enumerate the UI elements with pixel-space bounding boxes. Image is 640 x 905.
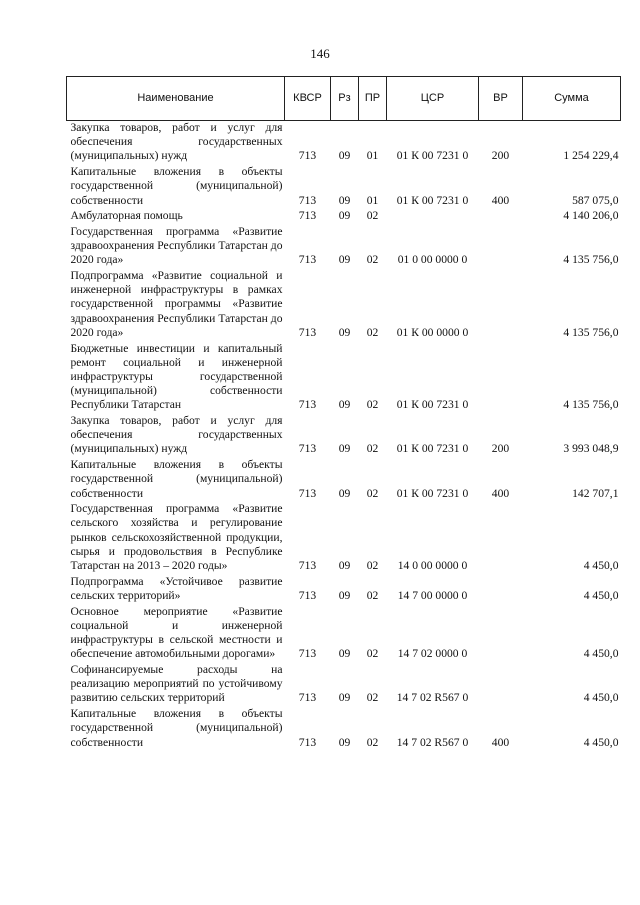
cell-sum: 4 135 756,0 <box>563 253 619 267</box>
table-row <box>67 605 621 663</box>
cell-name: Капитальные вложения в объекты государственной (муниципальной) собственности <box>70 165 283 207</box>
table-body <box>67 121 621 752</box>
cell-rz: 09 <box>338 325 351 339</box>
cell-sum: 4 450,0 <box>583 647 619 661</box>
cell-csr: 14 7 02 R567 0 <box>396 735 469 749</box>
table-row <box>67 342 621 415</box>
cell-kvsr: 713 <box>298 209 317 223</box>
table-row <box>67 121 621 166</box>
cell-sum: 4 135 756,0 <box>563 398 619 412</box>
cell-pr: 01 <box>366 193 379 207</box>
cell-kvsr: 713 <box>298 398 317 412</box>
table-row <box>67 502 621 575</box>
table-header <box>67 77 621 121</box>
cell-pr: 02 <box>366 735 379 749</box>
table-row <box>67 225 621 269</box>
header-vr: ВР <box>479 77 523 121</box>
cell-name: Закупка товаров, работ и услуг для обеспечения государственных (муниципальных) нужд <box>70 121 283 163</box>
cell-pr: 02 <box>366 589 379 602</box>
cell-csr: 01 К 00 7231 0 <box>396 442 469 456</box>
cell-vr <box>479 502 523 575</box>
cell-sum: 4 450,0 <box>583 735 619 749</box>
cell-rz: 09 <box>338 209 351 223</box>
cell-vr: 400 <box>491 735 510 749</box>
cell-pr: 02 <box>366 398 379 412</box>
cell-csr: 01 К 00 7231 0 <box>396 149 469 163</box>
cell-csr: 01 К 00 7231 0 <box>396 398 469 412</box>
cell-sum: 1 254 229,4 <box>563 149 619 163</box>
cell-rz: 09 <box>338 647 351 661</box>
header-name: Наименование <box>67 77 285 121</box>
cell-rz: 09 <box>338 193 351 207</box>
cell-rz: 09 <box>338 735 351 749</box>
cell-sum: 4 135 756,0 <box>563 325 619 339</box>
cell-vr <box>479 209 523 225</box>
cell-kvsr: 713 <box>298 149 317 163</box>
cell-sum: 4 450,0 <box>583 559 619 573</box>
cell-kvsr: 713 <box>298 193 317 207</box>
cell-sum: 587 075,0 <box>572 193 619 207</box>
cell-vr <box>479 342 523 415</box>
cell-csr: 01 0 00 0000 0 <box>397 253 468 267</box>
cell-kvsr: 713 <box>298 253 317 267</box>
table-row <box>67 165 621 209</box>
table-row <box>67 707 621 751</box>
cell-sum: 3 993 048,9 <box>563 442 619 456</box>
cell-csr: 14 7 02 R567 0 <box>396 691 469 705</box>
header-rz: Рз <box>331 77 359 121</box>
cell-rz: 09 <box>338 486 351 500</box>
cell-kvsr: 713 <box>298 559 317 573</box>
header-csr: ЦСР <box>387 77 479 121</box>
cell-kvsr: 713 <box>298 325 317 339</box>
cell-pr: 02 <box>366 647 379 661</box>
cell-name: Софинансируемые расходы на реализацию мероприятий по устойчивому развитию сельских территорий <box>70 663 283 705</box>
cell-kvsr: 713 <box>298 442 317 456</box>
cell-name: Капитальные вложения в объекты государственной (муниципальной) собственности <box>70 707 283 749</box>
cell-vr <box>479 605 523 663</box>
cell-csr: 14 7 02 0000 0 <box>397 647 468 661</box>
cell-sum: 4 140 206,0 <box>563 209 619 223</box>
cell-name: Государственная программа «Развитие здравоохранения Республики Татарстан до 2020 года» <box>70 224 283 267</box>
cell-vr: 200 <box>491 442 510 456</box>
page-number: 146 <box>310 46 330 61</box>
cell-name: Подпрограмма «Устойчивое развитие сельских территорий» <box>70 574 283 602</box>
cell-csr: 01 К 00 7231 0 <box>396 193 469 207</box>
cell-pr: 02 <box>366 209 379 223</box>
cell-vr: 200 <box>491 149 510 163</box>
table-row <box>67 414 621 458</box>
cell-kvsr: 713 <box>298 589 317 602</box>
cell-name: Государственная программа «Развитие сельского хозяйства и регулирование рынков сельскохозяйственной продукции, сырья и продовольствия в Республике Татарстан на 2013 – 2020 годы» <box>70 502 283 573</box>
cell-pr: 01 <box>366 149 379 163</box>
cell-vr <box>479 269 523 342</box>
cell-rz: 09 <box>338 253 351 267</box>
cell-rz: 09 <box>338 398 351 412</box>
cell-pr: 02 <box>366 253 379 267</box>
table-row <box>67 269 621 342</box>
table-row <box>67 458 621 502</box>
cell-rz: 09 <box>338 691 351 705</box>
cell-rz: 09 <box>338 589 351 602</box>
cell-pr: 02 <box>366 559 379 573</box>
cell-csr: 01 К 00 7231 0 <box>396 486 469 500</box>
cell-name: Амбулаторная помощь <box>70 209 183 223</box>
cell-kvsr: 713 <box>298 486 317 500</box>
cell-sum: 142 707,1 <box>572 486 619 500</box>
cell-vr: 400 <box>491 193 510 207</box>
cell-vr <box>479 225 523 269</box>
cell-vr <box>479 575 523 605</box>
cell-pr: 02 <box>366 325 379 339</box>
cell-csr: 14 0 00 0000 0 <box>397 559 468 573</box>
cell-name: Бюджетные инвестиции и капитальный ремонт социальной и инженерной инфраструктуры государственной (муниципальной) собственности Республики Татарстан <box>70 341 283 412</box>
budget-table <box>66 76 621 751</box>
cell-name: Основное мероприятие «Развитие социальной и инженерной инфраструктуры в сельской местности и обеспечение автомобильными дорогами» <box>70 604 283 661</box>
cell-pr: 02 <box>366 442 379 456</box>
header-kvsr: КВСР <box>285 77 331 121</box>
cell-pr: 02 <box>366 691 379 705</box>
cell-kvsr: 713 <box>298 691 317 705</box>
table-row <box>67 663 621 707</box>
cell-kvsr: 713 <box>298 647 317 661</box>
cell-rz: 09 <box>338 442 351 456</box>
cell-rz: 09 <box>338 149 351 163</box>
cell-sum: 4 450,0 <box>583 691 619 705</box>
cell-sum: 4 450,0 <box>583 589 619 602</box>
table-row <box>67 575 621 605</box>
cell-kvsr: 713 <box>298 735 317 749</box>
cell-csr <box>387 209 479 225</box>
cell-vr <box>479 663 523 707</box>
table-row <box>67 209 621 225</box>
header-pr: ПР <box>359 77 387 121</box>
cell-name: Подпрограмма «Развитие социальной и инженерной инфраструктуры в рамках государственной программы «Развитие здравоохранения Республики Татарстан до 2020 года» <box>70 269 283 339</box>
cell-csr: 14 7 00 0000 0 <box>397 589 468 602</box>
cell-vr: 400 <box>491 486 510 500</box>
header-sum: Сумма <box>523 77 621 121</box>
cell-name: Капитальные вложения в объекты государственной (муниципальной) собственности <box>70 458 283 500</box>
cell-rz: 09 <box>338 559 351 573</box>
cell-pr: 02 <box>366 486 379 500</box>
cell-name: Закупка товаров, работ и услуг для обеспечения государственных (муниципальных) нужд <box>70 414 283 456</box>
cell-csr: 01 К 00 0000 0 <box>396 325 469 339</box>
